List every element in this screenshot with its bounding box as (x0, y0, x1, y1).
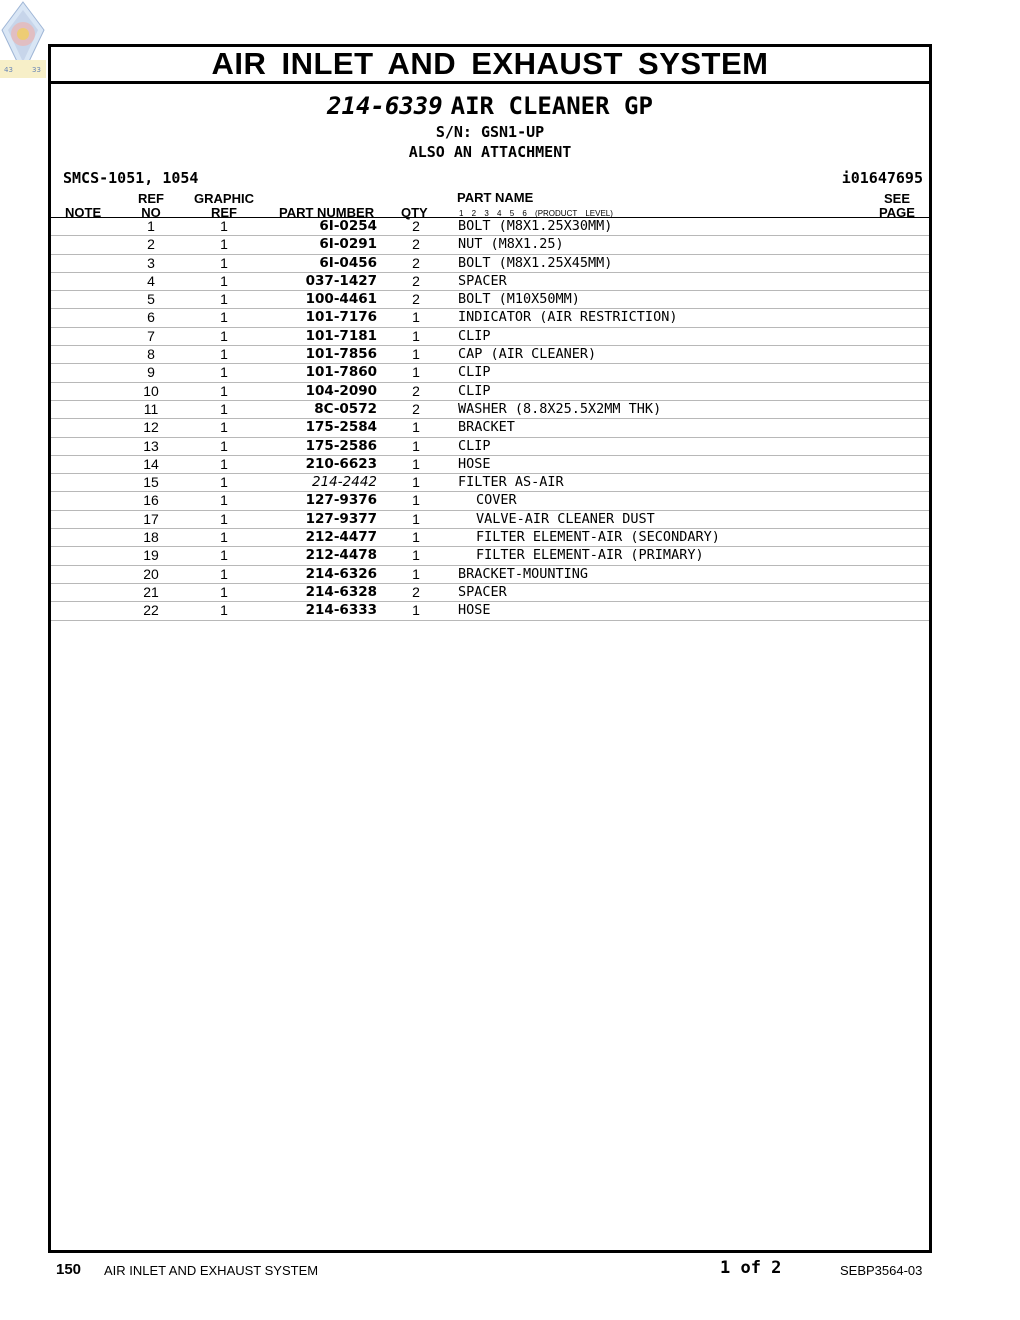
part-name: BOLT (M8X1.25X45MM) (458, 254, 613, 271)
ref-no: 12 (143, 419, 159, 436)
table-row (51, 291, 929, 309)
graphic-ref: 1 (220, 583, 228, 600)
graphic-ref: 1 (220, 272, 228, 289)
table-row (51, 511, 929, 529)
part-name: BRACKET-MOUNTING (458, 565, 589, 582)
ref-no: 22 (143, 602, 159, 619)
footer-document-number: SEBP3564-03 (840, 1263, 923, 1278)
ref-no: 11 (143, 400, 159, 417)
qty: 2 (412, 218, 420, 234)
part-name: HOSE (458, 602, 491, 619)
smcs-row (51, 167, 929, 191)
part-number: 214-6328 (305, 583, 377, 600)
graphic-ref: 1 (220, 419, 228, 436)
part-number: 101-7181 (305, 327, 377, 344)
smcs-code: SMCS-1051, 1054 (63, 169, 199, 187)
graphic-ref: 1 (220, 291, 228, 308)
footer-page-number: 150 (56, 1261, 82, 1278)
qty: 1 (412, 474, 420, 491)
ref-no: 19 (143, 547, 159, 564)
ref-no: 3 (147, 254, 155, 271)
table-row (51, 328, 929, 346)
part-number: 101-7856 (305, 346, 377, 363)
qty: 2 (412, 291, 420, 308)
part-name: CLIP (458, 382, 491, 399)
ref-no: 18 (143, 529, 159, 546)
part-name: WASHER (8.8X25.5X2MM THK) (458, 400, 662, 417)
part-name: HOSE (458, 455, 491, 472)
qty: 2 (412, 583, 420, 600)
ref-no: 16 (143, 492, 159, 509)
table-row (51, 474, 929, 492)
part-name: FILTER ELEMENT-AIR (SECONDARY) (476, 529, 720, 546)
table-row (51, 309, 929, 327)
table-row (51, 438, 929, 456)
graphic-ref: 1 (220, 382, 228, 399)
part-name: SPACER (458, 583, 507, 600)
illustration-id: i01647695 (841, 169, 923, 187)
diamond-logo-icon (0, 0, 46, 78)
qty: 1 (412, 327, 420, 344)
part-name: BOLT (M10X50MM) (458, 291, 580, 308)
graphic-ref: 1 (220, 400, 228, 417)
table-header (51, 191, 929, 218)
header-graphic-top: GRAPHIC (194, 191, 254, 206)
publisher-logo (0, 0, 46, 78)
table-row (51, 566, 929, 584)
part-name: INDICATOR (AIR RESTRICTION) (458, 309, 678, 326)
graphic-ref: 1 (220, 327, 228, 344)
part-name: BRACKET (458, 419, 515, 436)
qty: 1 (412, 364, 420, 381)
qty: 2 (412, 382, 420, 399)
header-note: NOTE (65, 205, 102, 220)
table-row (51, 273, 929, 291)
graphic-ref: 1 (220, 455, 228, 472)
attachment-note: ALSO AN ATTACHMENT (408, 143, 572, 161)
graphic-ref: 1 (220, 309, 228, 326)
part-number: 214-6326 (305, 565, 377, 582)
graphic-ref: 1 (220, 547, 228, 564)
graphic-ref: 1 (220, 437, 228, 454)
page-footer (0, 1258, 1020, 1282)
part-number: 101-7176 (305, 309, 377, 326)
header-part-name: PART NAME (457, 190, 534, 205)
part-number: 214-2442 (312, 474, 377, 491)
table-row (51, 364, 929, 382)
table-row (51, 547, 929, 565)
group-part-number: 214-6339 (327, 92, 443, 120)
qty: 1 (412, 565, 420, 582)
part-name: FILTER ELEMENT-AIR (PRIMARY) (476, 547, 704, 564)
qty: 2 (412, 400, 420, 417)
table-row (51, 419, 929, 437)
qty: 1 (412, 309, 420, 326)
graphic-ref: 1 (220, 492, 228, 509)
ref-no: 4 (147, 272, 155, 289)
part-number: 104-2090 (305, 382, 377, 399)
qty: 1 (412, 547, 420, 564)
ref-no: 1 (147, 218, 155, 234)
ref-no: 9 (147, 364, 155, 381)
header-see-top: SEE (883, 191, 910, 206)
header-ref-no (133, 192, 169, 220)
header-product-levels: 1 2 3 4 5 6 (PRODUCT LEVEL) (459, 209, 613, 218)
qty: 1 (412, 510, 420, 527)
ref-no: 10 (143, 382, 159, 399)
table-row (51, 529, 929, 547)
part-number: 210-6623 (305, 455, 377, 472)
part-number: 8C-0572 (314, 400, 377, 417)
graphic-ref: 1 (220, 529, 228, 546)
group-name: AIR CLEANER GP (450, 92, 653, 120)
header-ref-top: REF (138, 191, 164, 206)
ref-no: 15 (143, 474, 159, 491)
ref-no: 2 (147, 236, 155, 253)
ref-no: 21 (143, 583, 159, 600)
part-number: 127-9376 (305, 492, 377, 509)
part-name: CLIP (458, 327, 491, 344)
graphic-ref: 1 (220, 218, 228, 234)
parts-table-body (51, 218, 929, 621)
table-row (51, 492, 929, 510)
logo-right-number: 33 (32, 66, 41, 74)
ref-no: 17 (143, 510, 159, 527)
table-row (51, 602, 929, 620)
graphic-ref: 1 (220, 236, 228, 253)
part-name: CLIP (458, 437, 491, 454)
part-name: SPACER (458, 272, 507, 289)
qty: 2 (412, 236, 420, 253)
graphic-ref: 1 (220, 510, 228, 527)
footer-sheet: 1 of 2 (720, 1258, 782, 1278)
logo-left-number: 43 (4, 66, 13, 74)
qty: 1 (412, 492, 420, 509)
part-number: 175-2584 (305, 419, 377, 436)
part-name: COVER (476, 492, 517, 509)
header-graphic-ref (189, 192, 259, 220)
part-number: 214-6333 (305, 602, 377, 619)
ref-no: 7 (147, 327, 155, 344)
part-number: 100-4461 (305, 291, 377, 308)
table-row (51, 383, 929, 401)
header-ref-bottom: NO (141, 205, 161, 220)
part-name: VALVE-AIR CLEANER DUST (476, 510, 655, 527)
qty: 1 (412, 419, 420, 436)
part-name: NUT (M8X1.25) (458, 236, 564, 253)
qty: 1 (412, 455, 420, 472)
part-number: 037-1427 (305, 272, 377, 289)
qty: 1 (412, 529, 420, 546)
part-number: 6I-0254 (319, 218, 377, 234)
ref-no: 8 (147, 346, 155, 363)
table-row (51, 456, 929, 474)
title-band (51, 47, 929, 84)
ref-no: 6 (147, 309, 155, 326)
header-part-number: PART NUMBER (279, 205, 375, 220)
qty: 2 (412, 272, 420, 289)
part-name: CAP (AIR CLEANER) (458, 346, 597, 363)
part-number: 212-4477 (305, 529, 377, 546)
page-frame (48, 44, 932, 1253)
footer-section: AIR INLET AND EXHAUST SYSTEM (104, 1263, 319, 1278)
table-row (51, 236, 929, 254)
qty: 2 (412, 254, 420, 271)
part-number: 6I-0456 (319, 254, 377, 271)
qty: 1 (412, 437, 420, 454)
part-number: 127-9377 (305, 510, 377, 527)
header-see-page (877, 192, 917, 220)
part-number: 175-2586 (305, 437, 377, 454)
graphic-ref: 1 (220, 602, 228, 619)
graphic-ref: 1 (220, 254, 228, 271)
group-title (51, 92, 929, 122)
header-qty: QTY (401, 205, 428, 220)
table-row (51, 255, 929, 273)
table-row (51, 346, 929, 364)
ref-no: 13 (143, 437, 159, 454)
table-row (51, 584, 929, 602)
header-see-bottom: PAGE (879, 205, 915, 220)
graphic-ref: 1 (220, 364, 228, 381)
serial-number: S/N: GSN1-UP (435, 123, 545, 141)
qty: 1 (412, 346, 420, 363)
ref-no: 5 (147, 291, 155, 308)
table-row (51, 401, 929, 419)
ref-no: 14 (143, 455, 159, 472)
qty: 1 (412, 602, 420, 619)
header-graphic-bottom: REF (211, 205, 237, 220)
page-title: AIR INLET AND EXHAUST SYSTEM (211, 46, 769, 81)
graphic-ref: 1 (220, 474, 228, 491)
graphic-ref: 1 (220, 346, 228, 363)
part-name: FILTER AS-AIR (458, 474, 564, 491)
part-number: 101-7860 (305, 364, 377, 381)
part-number: 212-4478 (305, 547, 377, 564)
graphic-ref: 1 (220, 565, 228, 582)
part-name: CLIP (458, 364, 491, 381)
part-number: 6I-0291 (319, 236, 377, 253)
table-row (51, 218, 929, 236)
ref-no: 20 (143, 565, 159, 582)
part-name: BOLT (M8X1.25X30MM) (458, 218, 613, 234)
